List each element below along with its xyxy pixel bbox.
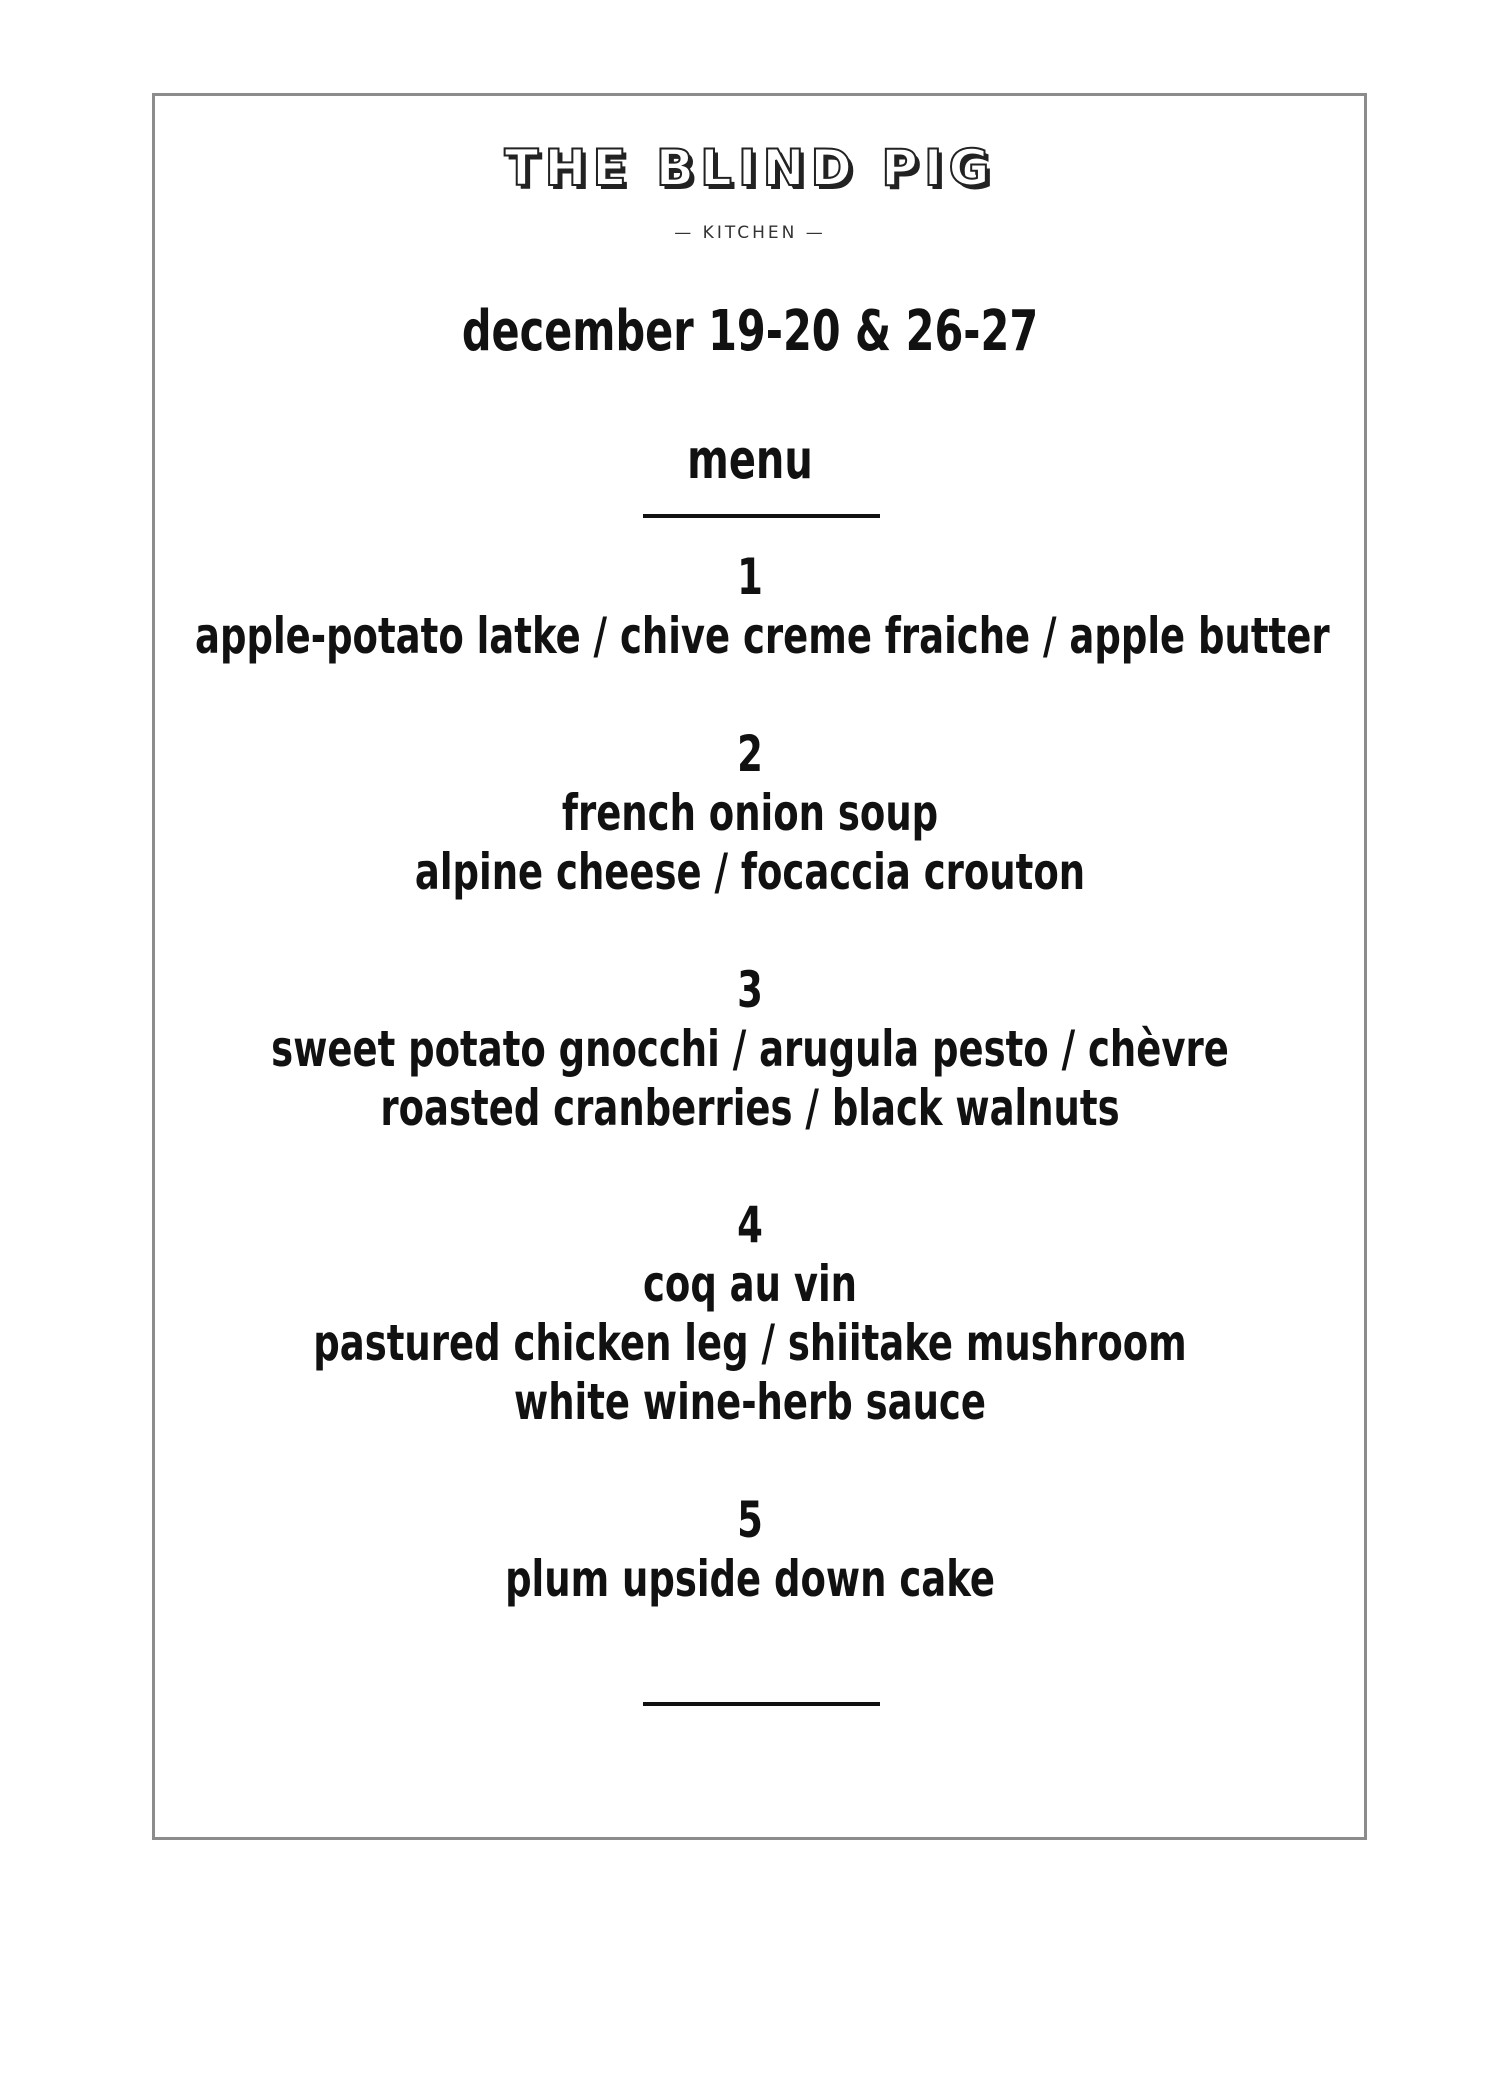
course-line: pastured chicken leg / shiitake mushroom [313, 1314, 1187, 1372]
menu-heading-text: menu [687, 428, 813, 491]
course-1 [0, 548, 1500, 666]
course-line: apple-potato latke / chive creme fraiche / apple butter [195, 607, 1330, 665]
course-2 [0, 725, 1500, 902]
course-line: french onion soup [561, 784, 939, 842]
course-number: 4 [737, 1196, 763, 1254]
course-number: 1 [737, 548, 763, 606]
course-number: 3 [737, 961, 763, 1019]
brand-subtitle: — KITCHEN — [674, 223, 826, 243]
menu-dates-text: december 19-20 & 26-27 [461, 299, 1039, 364]
course-line: plum upside down cake [505, 1550, 995, 1608]
course-number: 5 [737, 1491, 763, 1549]
divider-bottom [643, 1702, 880, 1706]
course-4 [0, 1196, 1500, 1432]
course-line: sweet potato gnocchi / arugula pesto / chèvre [271, 1020, 1229, 1078]
menu-heading [0, 428, 1500, 492]
course-line: alpine cheese / focaccia crouton [414, 843, 1086, 901]
divider-top [643, 514, 880, 518]
course-line: roasted cranberries / black walnuts [380, 1079, 1120, 1137]
brand-logo: THE BLIND PIG [504, 139, 996, 197]
menu-dates [0, 300, 1500, 364]
course-number: 2 [737, 725, 763, 783]
course-5 [0, 1491, 1500, 1609]
course-3 [0, 961, 1500, 1138]
course-line: coq au vin [642, 1255, 858, 1313]
course-line: white wine-herb sauce [514, 1373, 986, 1431]
